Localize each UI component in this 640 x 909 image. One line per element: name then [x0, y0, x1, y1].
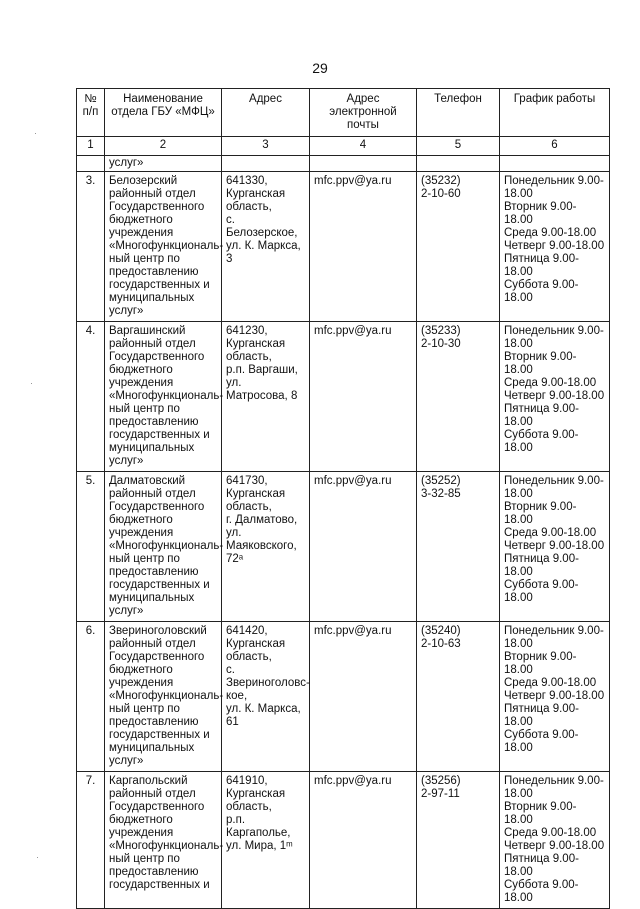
work-schedule-line: Понедельник 9.00-	[504, 625, 604, 637]
phone-line: 2-10-30	[421, 338, 461, 350]
department-name-line: предоставлению	[109, 416, 199, 428]
work-schedule-line: Среда 9.00-18.00	[504, 377, 597, 389]
header-cell-num: № п/п	[77, 89, 105, 137]
department-name-line: «Многофункциональ-	[109, 840, 224, 852]
department-name-line: учреждения	[109, 377, 174, 389]
department-name-cell	[105, 322, 222, 472]
address-line: 641330,	[226, 175, 268, 187]
department-name-line: ный центр по	[109, 253, 180, 265]
row-number-cell	[77, 772, 105, 909]
department-name-line: услуг»	[109, 755, 144, 767]
address-line: ул. К. Маркса,	[226, 703, 301, 715]
header-cell-email: Адрес электронной почты	[310, 89, 417, 137]
department-name-line: услуг»	[109, 455, 144, 467]
phone-cell	[417, 772, 500, 909]
department-name-line: Далматовский	[109, 475, 186, 487]
address-line: область,	[226, 651, 272, 663]
department-name-line: бюджетного	[109, 514, 173, 526]
department-name-line: государственных и	[109, 429, 210, 441]
work-schedule-line: Четверг 9.00-18.00	[504, 540, 605, 552]
department-name-line: предоставлению	[109, 716, 199, 728]
address-line: 641910,	[226, 775, 268, 787]
row-number: 4.	[85, 325, 96, 337]
column-number: 6	[500, 137, 610, 156]
department-name-line: Каргапольский	[109, 775, 188, 787]
work-schedule-line: Пятница 9.00-18.00	[504, 703, 579, 728]
address-line: ул. Мира, 1ᵐ	[226, 840, 293, 852]
row-number-cell	[77, 322, 105, 472]
work-schedule-line: Пятница 9.00-18.00	[504, 403, 579, 428]
department-name-line: ный центр по	[109, 853, 180, 865]
page-number: 29	[312, 60, 328, 76]
row-number-cell	[77, 472, 105, 622]
address-line: Звериноголовс-	[226, 677, 310, 689]
work-schedule-line: Понедельник 9.00-	[504, 175, 604, 187]
work-schedule-line: Суббота 9.00-18.00	[504, 279, 579, 304]
table-row	[77, 172, 610, 322]
work-schedule-line: Пятница 9.00-18.00	[504, 853, 579, 878]
address-line: 72ᵃ	[226, 553, 244, 565]
table-row	[77, 622, 610, 772]
work-schedule-cell	[500, 172, 610, 322]
phone-line: (35252)	[421, 475, 461, 487]
header-cell-schedule: График работы	[500, 89, 610, 137]
department-name-line: государственных и	[109, 579, 210, 591]
department-name-line: муниципальных	[109, 292, 195, 304]
email-address[interactable]: mfc.ppv@ya.ru	[314, 775, 392, 787]
address-line: 641730,	[226, 475, 268, 487]
phone-cell	[417, 472, 500, 622]
address-line: с. Белозерское,	[226, 214, 298, 239]
column-number: 5	[417, 137, 500, 156]
work-schedule-line: Суббота 9.00-18.00	[504, 579, 579, 604]
address-line: Курганская	[226, 188, 286, 200]
column-number: 2	[105, 137, 222, 156]
department-name-line: учреждения	[109, 827, 174, 839]
address-cell	[222, 172, 310, 322]
department-name-line: государственных и	[109, 729, 210, 741]
address-line: Курганская	[226, 338, 286, 350]
row-number: 7.	[85, 775, 96, 787]
email-address[interactable]: mfc.ppv@ya.ru	[314, 625, 392, 637]
department-name-line: государственных и	[109, 879, 210, 891]
department-name-line: предоставлению	[109, 866, 199, 878]
row-number-cell	[77, 172, 105, 322]
work-schedule-cell	[500, 772, 610, 909]
department-name-line: учреждения	[109, 527, 174, 539]
department-name-line: районный отдел	[109, 638, 196, 650]
phone-cell	[417, 172, 500, 322]
department-name-line: услуг»	[109, 605, 144, 617]
column-number: 1	[77, 137, 105, 156]
work-schedule-line: Вторник 9.00-18.00	[504, 801, 577, 826]
phone-line: 2-10-60	[421, 188, 461, 200]
scan-margin-mark: ·	[34, 128, 37, 138]
work-schedule-line: Суббота 9.00-18.00	[504, 879, 579, 904]
department-name-line: Варгашинский	[109, 325, 186, 337]
department-name-line: «Многофункциональ-	[109, 690, 224, 702]
email-address-cell	[310, 772, 417, 909]
department-name-line: «Многофункциональ-	[109, 540, 224, 552]
work-schedule-line: Пятница 9.00-18.00	[504, 253, 579, 278]
work-schedule-line: 18.00	[504, 788, 533, 800]
mfc-departments-table	[76, 88, 610, 909]
phone-cell	[417, 322, 500, 472]
work-schedule-line: Суббота 9.00-18.00	[504, 429, 579, 454]
address-line: г. Далматово,	[226, 514, 298, 526]
department-name-cell	[105, 622, 222, 772]
address-line: Курганская	[226, 788, 286, 800]
department-name-line: предоставлению	[109, 266, 199, 278]
work-schedule-line: Вторник 9.00-18.00	[504, 501, 577, 526]
work-schedule-cell	[500, 322, 610, 472]
table-row	[77, 472, 610, 622]
email-address[interactable]: mfc.ppv@ya.ru	[314, 475, 392, 487]
email-address-cell	[310, 172, 417, 322]
address-cell	[222, 772, 310, 909]
department-name-line: учреждения	[109, 677, 174, 689]
department-name-line: Государственного	[109, 651, 205, 663]
department-name-line: Государственного	[109, 501, 205, 513]
email-address-cell	[310, 322, 417, 472]
work-schedule-line: Понедельник 9.00-	[504, 325, 604, 337]
address-cell	[222, 322, 310, 472]
work-schedule-line: 18.00	[504, 188, 533, 200]
address-line: 641420,	[226, 625, 268, 637]
column-number-row	[77, 137, 610, 156]
email-address-cell	[310, 622, 417, 772]
row-number-cell	[77, 622, 105, 772]
column-number: 4	[310, 137, 417, 156]
department-name-line: «Многофункциональ-	[109, 390, 224, 402]
row-number: 5.	[85, 475, 96, 487]
address-line: область,	[226, 351, 272, 363]
address-line: ул. Матросова, 8	[226, 377, 298, 402]
header-cell-name: Наименование отдела ГБУ «МФЦ»	[105, 89, 222, 137]
department-name-cell	[105, 172, 222, 322]
work-schedule-line: Суббота 9.00-18.00	[504, 729, 579, 754]
column-number: 3	[222, 137, 310, 156]
work-schedule-line: Среда 9.00-18.00	[504, 827, 597, 839]
work-schedule-line: Четверг 9.00-18.00	[504, 690, 605, 702]
department-name-line: государственных и	[109, 279, 210, 291]
work-schedule-cell	[500, 472, 610, 622]
continuation-row	[77, 156, 610, 172]
address-line: кое,	[226, 690, 248, 702]
address-line: р.п. Варгаши,	[226, 364, 298, 376]
address-line: область,	[226, 501, 272, 513]
department-name-line: ный центр по	[109, 403, 180, 415]
work-schedule-line: Среда 9.00-18.00	[504, 227, 597, 239]
address-line: Курганская	[226, 488, 286, 500]
header-cell-address: Адрес	[222, 89, 310, 137]
work-schedule-line: 18.00	[504, 638, 533, 650]
department-name-line: Звериноголовский	[109, 625, 207, 637]
scan-margin-mark: ·	[36, 852, 39, 862]
department-name-line: бюджетного	[109, 214, 173, 226]
scan-margin-mark: ·	[30, 378, 33, 388]
department-name-line: бюджетного	[109, 364, 173, 376]
work-schedule-cell	[500, 622, 610, 772]
work-schedule-line: Вторник 9.00-18.00	[504, 201, 577, 226]
table-row	[77, 322, 610, 472]
phone-line: 3-32-85	[421, 488, 461, 500]
phone-cell	[417, 622, 500, 772]
department-name-line: бюджетного	[109, 664, 173, 676]
address-line: ул. К. Маркса, 3	[226, 240, 301, 265]
header-row	[77, 89, 610, 137]
work-schedule-line: Четверг 9.00-18.00	[504, 390, 605, 402]
address-line: область,	[226, 201, 272, 213]
header-cell-phone: Телефон	[417, 89, 500, 137]
work-schedule-line: Вторник 9.00-18.00	[504, 351, 577, 376]
department-name-line: услуг»	[109, 305, 144, 317]
department-name-line: районный отдел	[109, 788, 196, 800]
work-schedule-line: Понедельник 9.00-	[504, 475, 604, 487]
work-schedule-line: Среда 9.00-18.00	[504, 527, 597, 539]
department-name-line: районный отдел	[109, 188, 196, 200]
department-name-cell	[105, 472, 222, 622]
work-schedule-line: Среда 9.00-18.00	[504, 677, 597, 689]
work-schedule-line: 18.00	[504, 338, 533, 350]
email-address[interactable]: mfc.ppv@ya.ru	[314, 325, 392, 337]
continuation-text: услуг»	[105, 156, 222, 172]
department-name-line: ный центр по	[109, 703, 180, 715]
department-name-line: предоставлению	[109, 566, 199, 578]
table-row	[77, 772, 610, 909]
address-cell	[222, 622, 310, 772]
department-name-line: ный центр по	[109, 553, 180, 565]
address-line: ул. Маяковского,	[226, 527, 297, 552]
work-schedule-line: 18.00	[504, 488, 533, 500]
phone-line: (35233)	[421, 325, 461, 337]
address-line: с.	[226, 664, 235, 676]
address-line: 641230,	[226, 325, 268, 337]
address-line: 61	[226, 716, 239, 728]
department-name-line: муниципальных	[109, 442, 195, 454]
email-address-cell	[310, 472, 417, 622]
department-name-line: бюджетного	[109, 814, 173, 826]
department-name-line: муниципальных	[109, 742, 195, 754]
department-name-line: муниципальных	[109, 592, 195, 604]
work-schedule-line: Понедельник 9.00-	[504, 775, 604, 787]
department-name-cell	[105, 772, 222, 909]
work-schedule-line: Вторник 9.00-18.00	[504, 651, 577, 676]
row-number: 3.	[85, 175, 96, 187]
department-name-line: районный отдел	[109, 488, 196, 500]
phone-line: (35240)	[421, 625, 461, 637]
phone-line: 2-97-11	[421, 788, 460, 800]
address-line: область,	[226, 801, 272, 813]
work-schedule-line: Четверг 9.00-18.00	[504, 840, 605, 852]
department-name-line: «Многофункциональ-	[109, 240, 224, 252]
phone-line: (35256)	[421, 775, 461, 787]
row-number: 6.	[85, 625, 96, 637]
address-line: Курганская	[226, 638, 286, 650]
department-name-line: Белозерский	[109, 175, 178, 187]
department-name-line: районный отдел	[109, 338, 196, 350]
email-address[interactable]: mfc.ppv@ya.ru	[314, 175, 392, 187]
work-schedule-line: Четверг 9.00-18.00	[504, 240, 605, 252]
department-name-line: учреждения	[109, 227, 174, 239]
department-name-line: Государственного	[109, 351, 205, 363]
phone-line: 2-10-63	[421, 638, 461, 650]
phone-line: (35232)	[421, 175, 461, 187]
department-name-line: Государственного	[109, 801, 205, 813]
work-schedule-line: Пятница 9.00-18.00	[504, 553, 579, 578]
address-cell	[222, 472, 310, 622]
address-line: р.п. Каргаполье,	[226, 814, 291, 839]
department-name-line: Государственного	[109, 201, 205, 213]
